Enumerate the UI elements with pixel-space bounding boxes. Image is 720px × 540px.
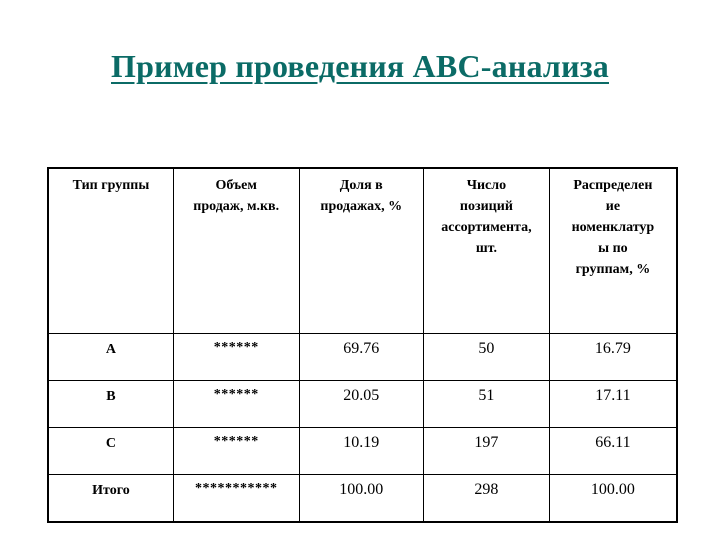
cell-volume: ****** (173, 334, 299, 381)
table-total-row (48, 475, 677, 523)
cell-share: 20.05 (299, 381, 424, 428)
cell-distribution: 66.11 (549, 428, 677, 475)
cell-distribution: 100.00 (549, 475, 677, 523)
cell-positions: 51 (424, 381, 550, 428)
cell-positions: 197 (424, 428, 550, 475)
table-row (48, 381, 677, 428)
cell-positions: 50 (424, 334, 550, 381)
cell-distribution: 17.11 (549, 381, 677, 428)
cell-group: C (48, 428, 173, 475)
cell-volume: ****** (173, 381, 299, 428)
cell-positions: 298 (424, 475, 550, 523)
header-sales-volume: Объем продаж, м.кв. (173, 168, 299, 334)
page-title: Пример проведения ABC-анализа (111, 48, 609, 84)
abc-table (47, 167, 678, 523)
cell-share: 100.00 (299, 475, 424, 523)
header-group-type: Тип группы (48, 168, 173, 334)
cell-share: 69.76 (299, 334, 424, 381)
cell-group: Итого (48, 475, 173, 523)
cell-distribution: 16.79 (549, 334, 677, 381)
table-header-row (48, 168, 677, 334)
header-sales-share: Доля в продажах, % (299, 168, 424, 334)
header-distribution: Распределен ие номенклатур ы по группам, % (549, 168, 677, 334)
header-positions-count: Число позиций ассортимента, шт. (424, 168, 550, 334)
cell-group: A (48, 334, 173, 381)
cell-group: B (48, 381, 173, 428)
table-row (48, 334, 677, 381)
table-row (48, 428, 677, 475)
cell-volume: *********** (173, 475, 299, 523)
cell-volume: ****** (173, 428, 299, 475)
cell-share: 10.19 (299, 428, 424, 475)
